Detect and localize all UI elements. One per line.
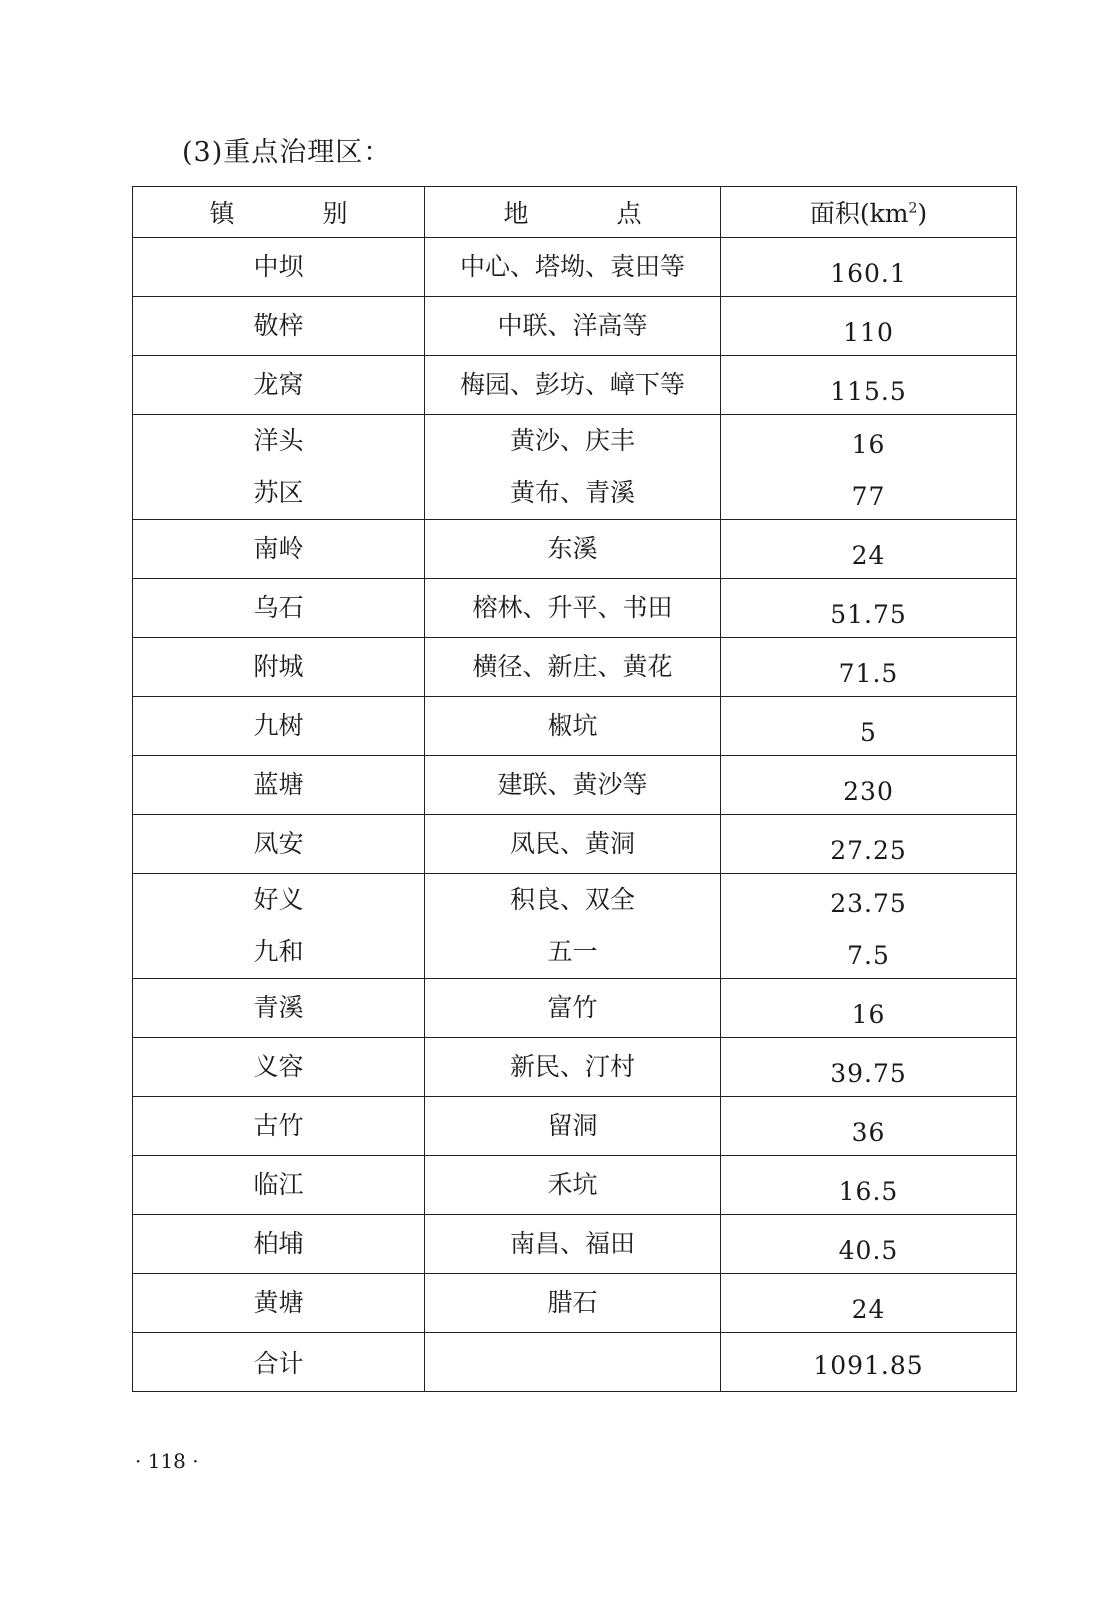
table-row <box>133 638 1017 697</box>
location-cell <box>425 1215 721 1274</box>
area-cell-text: 24 <box>851 541 886 570</box>
location-cell-text: 腊石 <box>547 1288 598 1317</box>
location-cell <box>425 579 721 638</box>
town-cell-text: 附城 <box>253 652 304 681</box>
area-cell <box>721 874 1017 979</box>
area-cell <box>721 297 1017 356</box>
town-cell <box>133 579 425 638</box>
location-cell-text: 禾坑 <box>547 1170 598 1199</box>
location-cell <box>425 1274 721 1333</box>
area-cell <box>721 815 1017 874</box>
table-row <box>133 1274 1017 1333</box>
area-cell-text: 5 <box>860 718 877 747</box>
table-row <box>133 356 1017 415</box>
area-cell <box>721 1215 1017 1274</box>
location-cell <box>425 1097 721 1156</box>
town-cell <box>133 638 425 697</box>
table-row <box>133 979 1017 1038</box>
location-cell-text: 富竹 <box>547 993 598 1022</box>
header-town: 镇 别 <box>133 187 425 238</box>
area-cell-text: 160.1 <box>830 259 907 288</box>
location-cell <box>425 1038 721 1097</box>
total-area: 1091.85 <box>721 1333 1017 1392</box>
location-cell <box>425 297 721 356</box>
location-cell-text: 榕林、升平、书田 <box>472 593 673 622</box>
town-cell-text: 九树 <box>253 711 304 740</box>
town-cell <box>133 1097 425 1156</box>
area-cell <box>721 1156 1017 1215</box>
area-cell-text: 77 <box>851 482 886 511</box>
table-body <box>133 238 1017 1333</box>
town-cell-text: 青溪 <box>253 993 304 1022</box>
header-area: 面积$(km^2)$ <box>721 187 1017 238</box>
table-row <box>133 297 1017 356</box>
total-location <box>425 1333 721 1392</box>
area-cell <box>721 638 1017 697</box>
location-cell <box>425 979 721 1038</box>
area-cell <box>721 979 1017 1038</box>
area-cell-text: 110 <box>843 318 894 347</box>
town-cell <box>133 297 425 356</box>
town-cell-text: 南岭 <box>253 534 304 563</box>
town-cell <box>133 756 425 815</box>
table-row <box>133 520 1017 579</box>
location-cell-text: 黄沙、庆丰 <box>509 426 635 455</box>
location-cell <box>425 1156 721 1215</box>
area-cell-text: 230 <box>843 777 894 806</box>
town-cell <box>133 697 425 756</box>
area-cell <box>721 697 1017 756</box>
table-row <box>133 874 1017 979</box>
table-row <box>133 756 1017 815</box>
location-cell-text: 留洞 <box>547 1111 598 1140</box>
town-cell-text: 敬梓 <box>253 311 304 340</box>
area-cell <box>721 756 1017 815</box>
area-cell-text: 40.5 <box>838 1236 899 1265</box>
town-cell-text: 凤安 <box>253 829 304 858</box>
location-cell-text: 积良、双全 <box>509 885 635 914</box>
town-cell <box>133 356 425 415</box>
page-number: · 118 · <box>135 1449 199 1473</box>
location-cell-text: 建联、黄沙等 <box>497 770 648 799</box>
table-row <box>133 1156 1017 1215</box>
governance-area-table <box>132 186 1017 1392</box>
location-cell <box>425 238 721 297</box>
town-cell-text: 义容 <box>253 1052 304 1081</box>
town-cell-text: 柏埔 <box>253 1229 304 1258</box>
area-cell-text: 71.5 <box>838 659 899 688</box>
town-cell-text: 黄塘 <box>253 1288 304 1317</box>
table-header-row <box>133 187 1017 238</box>
table-row <box>133 1038 1017 1097</box>
table-row <box>133 1215 1017 1274</box>
table-row <box>133 238 1017 297</box>
location-cell <box>425 638 721 697</box>
location-cell <box>425 520 721 579</box>
location-cell-text: 梅园、彭坊、嶂下等 <box>459 370 685 399</box>
town-cell <box>133 415 425 520</box>
location-cell-text: 横径、新庄、黄花 <box>472 652 673 681</box>
town-cell-text: 临江 <box>253 1170 304 1199</box>
location-cell <box>425 815 721 874</box>
area-cell-text: 27.25 <box>830 836 907 865</box>
town-cell-text: 苏区 <box>253 478 304 507</box>
area-cell-text: 16 <box>851 430 886 459</box>
town-cell <box>133 238 425 297</box>
location-cell <box>425 356 721 415</box>
table-row <box>133 1097 1017 1156</box>
town-cell-text: 中坝 <box>253 252 304 281</box>
area-cell <box>721 1038 1017 1097</box>
total-row <box>133 1333 1017 1392</box>
area-cell <box>721 356 1017 415</box>
area-cell-text: 7.5 <box>847 941 890 970</box>
town-cell <box>133 979 425 1038</box>
area-cell-text: 24 <box>851 1295 886 1324</box>
town-cell-text: 乌石 <box>253 593 304 622</box>
town-cell-text: 洋头 <box>253 426 304 455</box>
town-cell <box>133 1038 425 1097</box>
area-cell <box>721 1274 1017 1333</box>
area-cell-text: 16 <box>851 1000 886 1029</box>
location-cell-text: 黄布、青溪 <box>509 478 635 507</box>
town-cell <box>133 1274 425 1333</box>
town-cell-text: 九和 <box>253 937 304 966</box>
location-cell-text: 中联、洋高等 <box>497 311 648 340</box>
town-cell-text: 好义 <box>253 885 304 914</box>
town-cell-text: 蓝塘 <box>253 770 304 799</box>
town-cell-text: 古竹 <box>253 1111 304 1140</box>
location-cell <box>425 415 721 520</box>
area-cell-text: 39.75 <box>830 1059 907 1088</box>
header-location: 地 点 <box>425 187 721 238</box>
total-label: 合计 <box>133 1333 425 1392</box>
location-cell-text: 五一 <box>547 937 598 966</box>
location-cell <box>425 756 721 815</box>
location-cell-text: 东溪 <box>547 534 598 563</box>
area-cell-text: 16.5 <box>838 1177 899 1206</box>
table-row <box>133 697 1017 756</box>
location-cell-text: 新民、汀村 <box>509 1052 635 1081</box>
area-cell-text: 36 <box>851 1118 886 1147</box>
town-cell <box>133 874 425 979</box>
town-cell <box>133 815 425 874</box>
table-row <box>133 415 1017 520</box>
area-cell <box>721 415 1017 520</box>
section-heading: (3)重点治理区： <box>182 137 392 168</box>
area-cell-text: 23.75 <box>830 889 907 918</box>
area-cell <box>721 520 1017 579</box>
table-row <box>133 579 1017 638</box>
location-cell <box>425 697 721 756</box>
area-cell <box>721 1097 1017 1156</box>
table-row <box>133 815 1017 874</box>
location-cell-text: 椒坑 <box>547 711 598 740</box>
area-cell-text: 115.5 <box>830 377 907 406</box>
town-cell <box>133 1156 425 1215</box>
area-cell <box>721 238 1017 297</box>
location-cell-text: 中心、塔坳、袁田等 <box>459 252 685 281</box>
location-cell <box>425 874 721 979</box>
town-cell <box>133 1215 425 1274</box>
location-cell-text: 凤民、黄洞 <box>509 829 635 858</box>
town-cell <box>133 520 425 579</box>
area-cell <box>721 579 1017 638</box>
area-cell-text: 51.75 <box>830 600 907 629</box>
town-cell-text: 龙窝 <box>253 370 304 399</box>
location-cell-text: 南昌、福田 <box>509 1229 635 1258</box>
